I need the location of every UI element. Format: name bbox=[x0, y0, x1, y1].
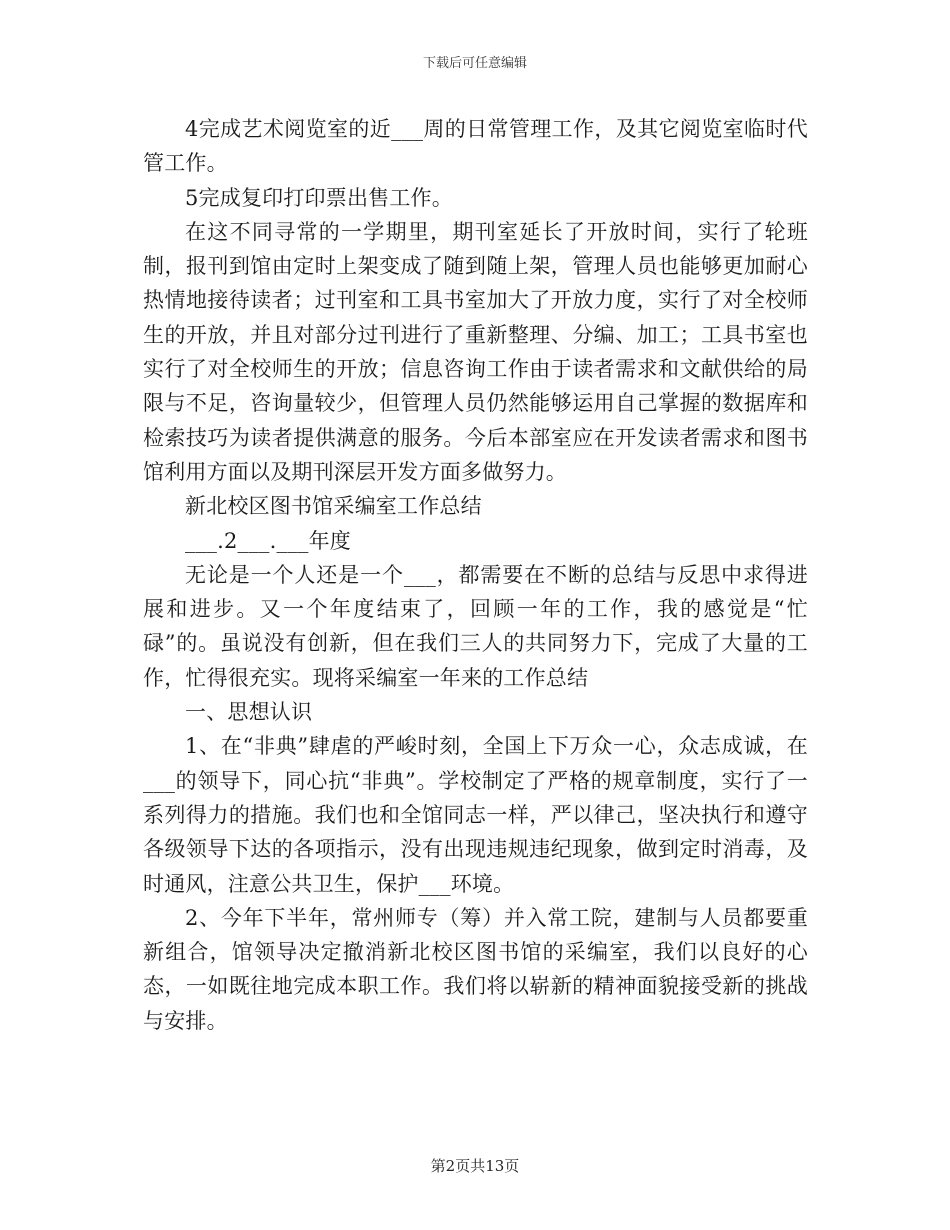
section-title: 新北校区图书馆采编室工作总结 bbox=[185, 494, 482, 519]
document-body bbox=[143, 112, 808, 1038]
paragraph-item-2: 2、今年下半年，常州师专（筹）并入常工院，建制与人员都要重新组合，馆领导决定撤消新北校区图书馆的采编室，我们以良好的心态，一如既往地完成本职工作。我们将以崭新的精神面貌接受新的挑战与安排。 bbox=[143, 905, 808, 1033]
paragraph-art-reading-room: 4完成艺术阅览室的近___周的日常管理工作，及其它阅览室临时代管工作。 bbox=[143, 117, 808, 176]
paragraph-copy-print: 5完成复印打印票出售工作。 bbox=[185, 185, 453, 210]
paragraph-item-1: 1、在“非典”肆虐的严峻时刻，全国上下万众一心，众志成诚，在___的领导下，同心抗“非典”。学校制定了严格的规章制度，实行了一系列得力的措施。我们也和全馆同志一样，严以律己，坚决执行和遵守各级领导下达的各项指示，没有出现违规违纪现象，做到定时消毒，及时通风，注意公共卫生，保护___环境。 bbox=[143, 734, 808, 896]
paragraph-intro: 无论是一个人还是一个___，都需要在不断的总结与反思中求得进展和进步。又一个年度结束了，回顾一年的工作，我的感觉是“忙碌”的。虽说没有创新，但在我们三人的共同努力下，完成了大量的工作，忙得很充实。现将采编室一年来的工作总结 bbox=[143, 562, 808, 690]
page-number: 第2页共13页 bbox=[430, 1157, 520, 1175]
paragraph-semester-summary: 在这不同寻常的一学期里，期刊室延长了开放时间，实行了轮班制，报刊到馆由定时上架变成了随到随上架，管理人员也能够更加耐心热情地接待读者；过刊室和工具书室加大了开放力度，实行了对全校师生的开放，并且对部分过刊进行了重新整理、分编、加工；工具书室也实行了对全校师生的开放；信息咨询工作由于读者需求和文献供给的局限与不足，咨询量较少，但管理人员仍然能够运用自己掌握的数据库和检索技巧为读者提供满意的服务。今后本部室应在开发读者需求和图书馆利用方面以及期刊深层开发方面多做努力。 bbox=[143, 219, 808, 484]
heading-ideology: 一、思想认识 bbox=[185, 700, 313, 725]
year-line: ___.2___.___年度 bbox=[185, 528, 352, 553]
page-header-note: 下载后可任意编辑 bbox=[422, 56, 527, 71]
